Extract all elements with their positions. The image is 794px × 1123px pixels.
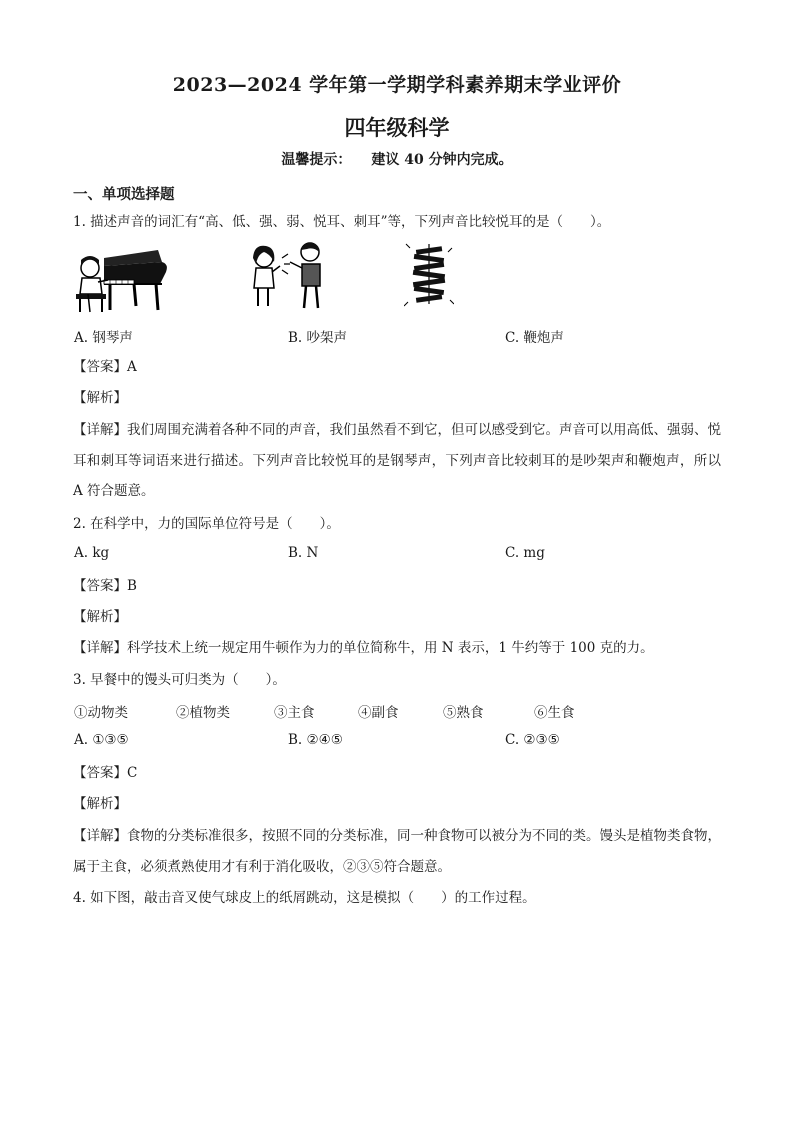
exam-subtitle: 四年级科学 bbox=[344, 115, 450, 140]
q1-stem: 1. 描述声音的词汇有“高、低、强、弱、悦耳、刺耳”等，下列声音比较悦耳的是（ ）。 bbox=[73, 214, 611, 230]
q3-stem: 3. 早餐中的馒头可归类为（ ）。 bbox=[73, 672, 286, 688]
q1-option-c: C. 鞭炮声 bbox=[505, 330, 564, 346]
q1-option-b: B. 吵架声 bbox=[288, 330, 348, 346]
q3-option-c: C. ②③⑤ bbox=[505, 732, 560, 748]
piano-player-image bbox=[74, 244, 170, 316]
q3-detail: 【详解】食物的分类标准很多，按照不同的分类标准，同一种食物可以被分为不同的类。馒头是植物类食物，属于主食，必须煮熟使用才有利于消化吸收，②③⑤符合题意。 bbox=[73, 828, 721, 875]
tip-text: 建议 40 分钟内完成。 bbox=[371, 152, 513, 168]
q4-stem: 4. 如下图，敲击音叉使气球皮上的纸屑跳动，这是模拟（ ）的工作过程。 bbox=[73, 890, 536, 906]
q3-option-b: B. ②④⑤ bbox=[288, 732, 343, 748]
q3-answer: 【答案】C bbox=[73, 765, 138, 781]
q3-choice-1: ①动物类 bbox=[74, 705, 128, 721]
q1-analysis-label: 【解析】 bbox=[73, 390, 127, 406]
q1-answer: 【答案】A bbox=[73, 359, 137, 375]
tip-label: 温馨提示： bbox=[281, 152, 352, 168]
q3-choice-2: ②植物类 bbox=[176, 705, 230, 721]
section-heading: 一、单项选择题 bbox=[73, 186, 175, 203]
q2-analysis-label: 【解析】 bbox=[73, 609, 127, 625]
q1-detail: 【详解】我们周围充满着各种不同的声音，我们虽然看不到它，但可以感受到它。声音可以用高低、强弱、悦耳和刺耳等词语来进行描述。下列声音比较悦耳的是钢琴声，下列声音比较刺耳的是吵架声和鞭炮声，所以 A 符合题意。 bbox=[73, 422, 721, 499]
q3-analysis-label: 【解析】 bbox=[73, 796, 127, 812]
q3-option-a: A. ①③⑤ bbox=[74, 732, 129, 748]
q2-stem: 2. 在科学中，力的国际单位符号是（ ）。 bbox=[73, 516, 340, 532]
q1-option-a: A. 钢琴声 bbox=[74, 330, 133, 346]
q2-option-c: C. mg bbox=[505, 545, 545, 561]
q2-option-b: B. N bbox=[288, 545, 319, 561]
exam-title: 2023—2024 学年第一学期学科素养期末学业评价 bbox=[172, 74, 622, 96]
q3-choice-4: ④副食 bbox=[358, 705, 399, 721]
q3-choice-6: ⑥生食 bbox=[534, 705, 575, 721]
q3-choice-3: ③主食 bbox=[274, 705, 315, 721]
q2-option-a: A. kg bbox=[74, 545, 110, 561]
q3-choice-5: ⑤熟食 bbox=[443, 705, 484, 721]
q2-answer: 【答案】B bbox=[73, 578, 137, 594]
firecrackers-image bbox=[404, 242, 454, 308]
exam-tip bbox=[0, 149, 794, 169]
arguing-people-image bbox=[244, 240, 326, 312]
q2-detail: 【详解】科学技术上统一规定用牛顿作为力的单位简称牛，用 N 表示，1 牛约等于 100 克的力。 bbox=[73, 640, 654, 656]
